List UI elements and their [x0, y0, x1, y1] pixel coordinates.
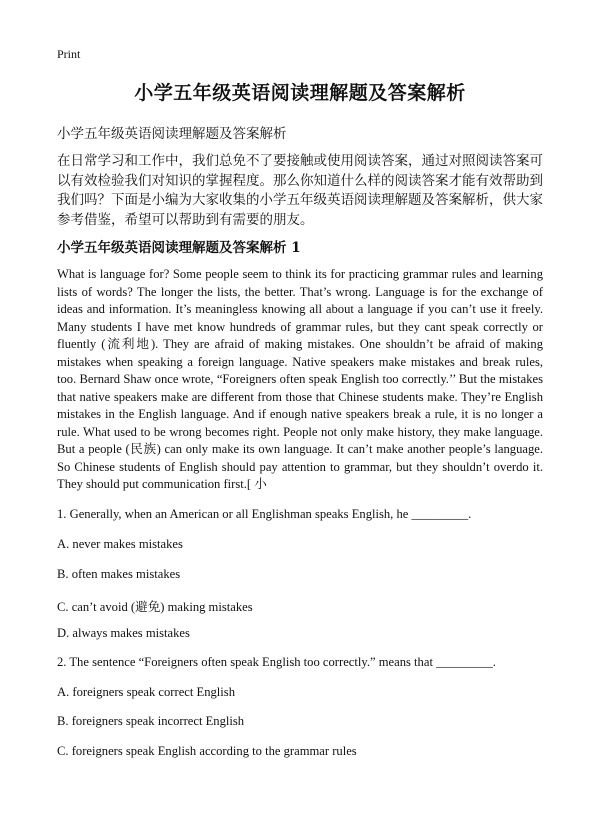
question-2-option-a: A. foreigners speak correct English — [57, 685, 235, 699]
question-2-option-b: B. foreigners speak incorrect English — [57, 714, 245, 728]
page-title: 小学五年级英语阅读理解题及答案解析 — [134, 82, 466, 104]
print-label[interactable]: Print — [57, 47, 81, 61]
question-1-option-c: C. can’t avoid (避免) making mistakes — [57, 600, 253, 614]
question-2-option-c: C. foreigners speak English according to the grammar rules — [57, 744, 357, 758]
article-subtitle: 小学五年级英语阅读理解题及答案解析 — [57, 126, 287, 142]
section-heading: 小学五年级英语阅读理解题及答案解析 1 — [57, 240, 301, 256]
question-1-option-b: B. often makes mistakes — [57, 567, 181, 581]
question-1-option-d: D. always makes mistakes — [57, 626, 190, 640]
question-2-stem: 2. The sentence “Foreigners often speak English too correctly.” means that _________. — [57, 655, 496, 669]
reading-passage: What is language for? Some people seem to think its for practicing grammar rules and learning lists of words? The longer the lists, the better. That’s wrong. Language is for the exchange of ideas and information. It’s meaningless knowing all about a language if you can’t use it freely. Many students I have met know hundreds of grammar rules, but they cant speak correctly or fluently (流利地). They are afraid of making mistakes. One shouldn’t be afraid of making mistakes when speaking a foreign language. Native speakers make mistakes and break rules, too. Bernard Shaw once wrote, “Foreigners often speak English too correctly.’’ But the mistakes that native speakers make are different from those that Chinese students make. They’re English mistakes in the English language. And if enough native speakers break a rule, it is no longer a rule. What used to be wrong becomes right. People not only make history, they make language. But a people (民族) can only make its own language. It can’t make another people’s language. So Chinese students of English should pay attention to grammar, but they shouldn’t overdo it. They should put communication first.[ 小 — [57, 267, 543, 491]
question-1-option-a: A. never makes mistakes — [57, 537, 183, 551]
intro-paragraph: 在日常学习和工作中，我们总免不了要接触或使用阅读答案，通过对照阅读答案可以有效检验我们对知识的掌握程度。那么你知道什么样的阅读答案才能有效帮助到我们吗？下面是小编为大家收集的小学五年级英语阅读理解题及答案解析，供大家参考借鉴，希望可以帮助到有需要的朋友。 — [57, 153, 543, 228]
question-1-stem: 1. Generally, when an American or all Englishman speaks English, he _________. — [57, 507, 472, 521]
